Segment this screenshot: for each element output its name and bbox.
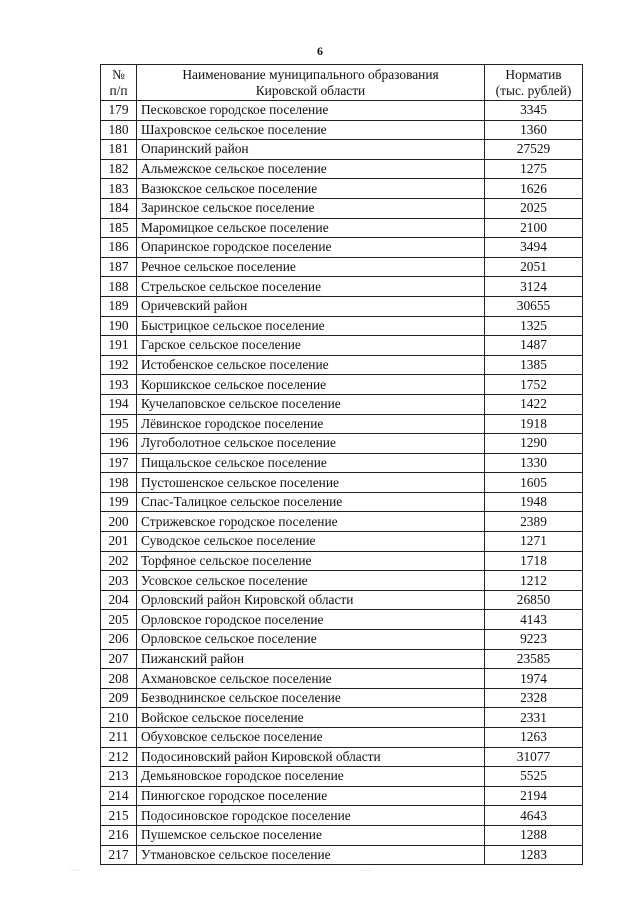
column-header-name-line2: Кировской области — [255, 82, 366, 98]
norm-value: 1918 — [485, 414, 583, 434]
municipality-name: Заринское сельское поселение — [137, 198, 485, 218]
table-row — [101, 649, 583, 669]
norm-value: 1718 — [485, 551, 583, 571]
row-number: 215 — [101, 806, 137, 826]
table-row — [101, 708, 583, 728]
norm-value: 1360 — [485, 120, 583, 140]
header-row — [101, 65, 583, 101]
row-number: 183 — [101, 179, 137, 199]
column-header-value-line1: Норматив — [505, 66, 562, 82]
table-row — [101, 414, 583, 434]
row-number: 187 — [101, 257, 137, 277]
page-number: 6 — [317, 44, 323, 58]
table-row — [101, 296, 583, 316]
municipality-name: Гарское сельское поселение — [137, 336, 485, 356]
norm-value: 4643 — [485, 806, 583, 826]
norm-value: 1263 — [485, 728, 583, 748]
municipality-name: Подосиновское городское поселение — [137, 806, 485, 826]
norm-value: 2025 — [485, 198, 583, 218]
norm-value: 1948 — [485, 492, 583, 512]
norm-value: 1212 — [485, 571, 583, 591]
norm-value: 1271 — [485, 532, 583, 552]
norm-value: 4143 — [485, 610, 583, 630]
row-number: 201 — [101, 532, 137, 552]
municipality-name: Стрижевское городское поселение — [137, 512, 485, 532]
table-row — [101, 571, 583, 591]
norm-value: 1283 — [485, 845, 583, 865]
norm-value: 2389 — [485, 512, 583, 532]
norm-value: 2051 — [485, 257, 583, 277]
table-body — [101, 101, 583, 865]
norm-value: 2194 — [485, 786, 583, 806]
municipality-name: Маромицкое сельское поселение — [137, 218, 485, 238]
table-row — [101, 728, 583, 748]
municipality-name: Лугоболотное сельское поселение — [137, 434, 485, 454]
municipality-name: Истобенское сельское поселение — [137, 355, 485, 375]
column-header-name — [137, 65, 485, 101]
norm-value: 31077 — [485, 747, 583, 767]
norm-value: 1385 — [485, 355, 583, 375]
norm-value: 26850 — [485, 590, 583, 610]
table-row — [101, 101, 583, 121]
scan-mark-left: ····· — [70, 868, 80, 874]
table-row — [101, 394, 583, 414]
table-row — [101, 825, 583, 845]
municipality-name: Обуховское сельское поселение — [137, 728, 485, 748]
row-number: 198 — [101, 473, 137, 493]
norms-table — [100, 64, 583, 865]
norm-value: 1288 — [485, 825, 583, 845]
table-row — [101, 198, 583, 218]
row-number: 189 — [101, 296, 137, 316]
row-number: 210 — [101, 708, 137, 728]
table-row — [101, 355, 583, 375]
norm-value: 1605 — [485, 473, 583, 493]
norm-value: 1974 — [485, 669, 583, 689]
column-header-value-line2: (тыс. рублей) — [495, 82, 572, 98]
table-row — [101, 845, 583, 865]
row-number: 191 — [101, 336, 137, 356]
municipality-name: Торфяное сельское поселение — [137, 551, 485, 571]
municipality-name: Суводское сельское поселение — [137, 532, 485, 552]
municipality-name: Кучелаповское сельское поселение — [137, 394, 485, 414]
municipality-name: Пинюгское городское поселение — [137, 786, 485, 806]
row-number: 208 — [101, 669, 137, 689]
norm-value: 1626 — [485, 179, 583, 199]
norm-value: 9223 — [485, 630, 583, 650]
municipality-name: Пищальское сельское поселение — [137, 453, 485, 473]
municipality-name: Пижанский район — [137, 649, 485, 669]
table-row — [101, 179, 583, 199]
norm-value: 1275 — [485, 159, 583, 179]
municipality-name: Войское сельское поселение — [137, 708, 485, 728]
table-row — [101, 375, 583, 395]
row-number: 197 — [101, 453, 137, 473]
row-number: 195 — [101, 414, 137, 434]
table-row — [101, 257, 583, 277]
norm-value: 2331 — [485, 708, 583, 728]
municipality-name: Орловское городское поселение — [137, 610, 485, 630]
municipality-name: Быстрицкое сельское поселение — [137, 316, 485, 336]
row-number: 196 — [101, 434, 137, 454]
table-row — [101, 120, 583, 140]
table-row — [101, 551, 583, 571]
norm-value: 30655 — [485, 296, 583, 316]
table-row — [101, 434, 583, 454]
municipality-name: Подосиновский район Кировской области — [137, 747, 485, 767]
row-number: 207 — [101, 649, 137, 669]
municipality-name: Орловское сельское поселение — [137, 630, 485, 650]
column-header-number-line1: № — [112, 66, 125, 82]
municipality-name: Демьяновское городское поселение — [137, 767, 485, 787]
municipality-name: Ахмановское сельское поселение — [137, 669, 485, 689]
row-number: 200 — [101, 512, 137, 532]
table-row — [101, 786, 583, 806]
row-number: 182 — [101, 159, 137, 179]
municipality-name: Шахровское сельское поселение — [137, 120, 485, 140]
column-header-value — [485, 65, 583, 101]
table-row — [101, 630, 583, 650]
row-number: 212 — [101, 747, 137, 767]
norm-value: 3494 — [485, 238, 583, 258]
norm-value: 1330 — [485, 453, 583, 473]
norm-value: 2328 — [485, 688, 583, 708]
norm-value: 1422 — [485, 394, 583, 414]
table-row — [101, 492, 583, 512]
municipality-name: Пустошенское сельское поселение — [137, 473, 485, 493]
column-header-name-line1: Наименование муниципального образования — [182, 66, 439, 82]
column-header-number — [101, 65, 137, 101]
row-number: 180 — [101, 120, 137, 140]
municipality-name: Речное сельское поселение — [137, 257, 485, 277]
municipality-name: Орловский район Кировской области — [137, 590, 485, 610]
norm-value: 3345 — [485, 101, 583, 121]
row-number: 209 — [101, 688, 137, 708]
municipality-name: Песковское городское поселение — [137, 101, 485, 121]
norm-value: 23585 — [485, 649, 583, 669]
table-row — [101, 218, 583, 238]
row-number: 216 — [101, 825, 137, 845]
table-row — [101, 610, 583, 630]
table-row — [101, 140, 583, 160]
municipality-name: Вазюкское сельское поселение — [137, 179, 485, 199]
table-row — [101, 277, 583, 297]
row-number: 217 — [101, 845, 137, 865]
row-number: 188 — [101, 277, 137, 297]
norm-value: 2100 — [485, 218, 583, 238]
row-number: 186 — [101, 238, 137, 258]
municipality-name: Пушемское сельское поселение — [137, 825, 485, 845]
row-number: 194 — [101, 394, 137, 414]
municipality-name: Лёвинское городское поселение — [137, 414, 485, 434]
row-number: 205 — [101, 610, 137, 630]
column-header-number-line2: п/п — [109, 82, 128, 98]
row-number: 190 — [101, 316, 137, 336]
table-row — [101, 669, 583, 689]
row-number: 185 — [101, 218, 137, 238]
row-number: 206 — [101, 630, 137, 650]
norm-value: 5525 — [485, 767, 583, 787]
municipality-name: Спас-Талицкое сельское поселение — [137, 492, 485, 512]
row-number: 213 — [101, 767, 137, 787]
municipality-name: Альмежское сельское поселение — [137, 159, 485, 179]
row-number: 193 — [101, 375, 137, 395]
municipality-name: Стрельское сельское поселение — [137, 277, 485, 297]
table-row — [101, 512, 583, 532]
scan-mark-center: ····· — [360, 868, 370, 874]
table-row — [101, 688, 583, 708]
norm-value: 1752 — [485, 375, 583, 395]
municipality-name: Утмановское сельское поселение — [137, 845, 485, 865]
municipality-name: Опаринский район — [137, 140, 485, 160]
table-row — [101, 590, 583, 610]
municipality-name: Усовское сельское поселение — [137, 571, 485, 591]
table-row — [101, 238, 583, 258]
norm-value: 3124 — [485, 277, 583, 297]
table-row — [101, 473, 583, 493]
table-row — [101, 747, 583, 767]
table-row — [101, 532, 583, 552]
row-number: 203 — [101, 571, 137, 591]
table-row — [101, 336, 583, 356]
table-row — [101, 767, 583, 787]
row-number: 184 — [101, 198, 137, 218]
norm-value: 1487 — [485, 336, 583, 356]
norm-value: 1290 — [485, 434, 583, 454]
table-row — [101, 316, 583, 336]
municipality-name: Оричевский район — [137, 296, 485, 316]
table-row — [101, 453, 583, 473]
municipality-name: Опаринское городское поселение — [137, 238, 485, 258]
row-number: 192 — [101, 355, 137, 375]
table-row — [101, 806, 583, 826]
row-number: 204 — [101, 590, 137, 610]
norm-value: 1325 — [485, 316, 583, 336]
row-number: 179 — [101, 101, 137, 121]
municipality-name: Коршикское сельское поселение — [137, 375, 485, 395]
row-number: 181 — [101, 140, 137, 160]
row-number: 199 — [101, 492, 137, 512]
row-number: 211 — [101, 728, 137, 748]
row-number: 214 — [101, 786, 137, 806]
table-row — [101, 159, 583, 179]
table-header — [101, 65, 583, 101]
row-number: 202 — [101, 551, 137, 571]
norm-value: 27529 — [485, 140, 583, 160]
municipality-name: Безводнинское сельское поселение — [137, 688, 485, 708]
